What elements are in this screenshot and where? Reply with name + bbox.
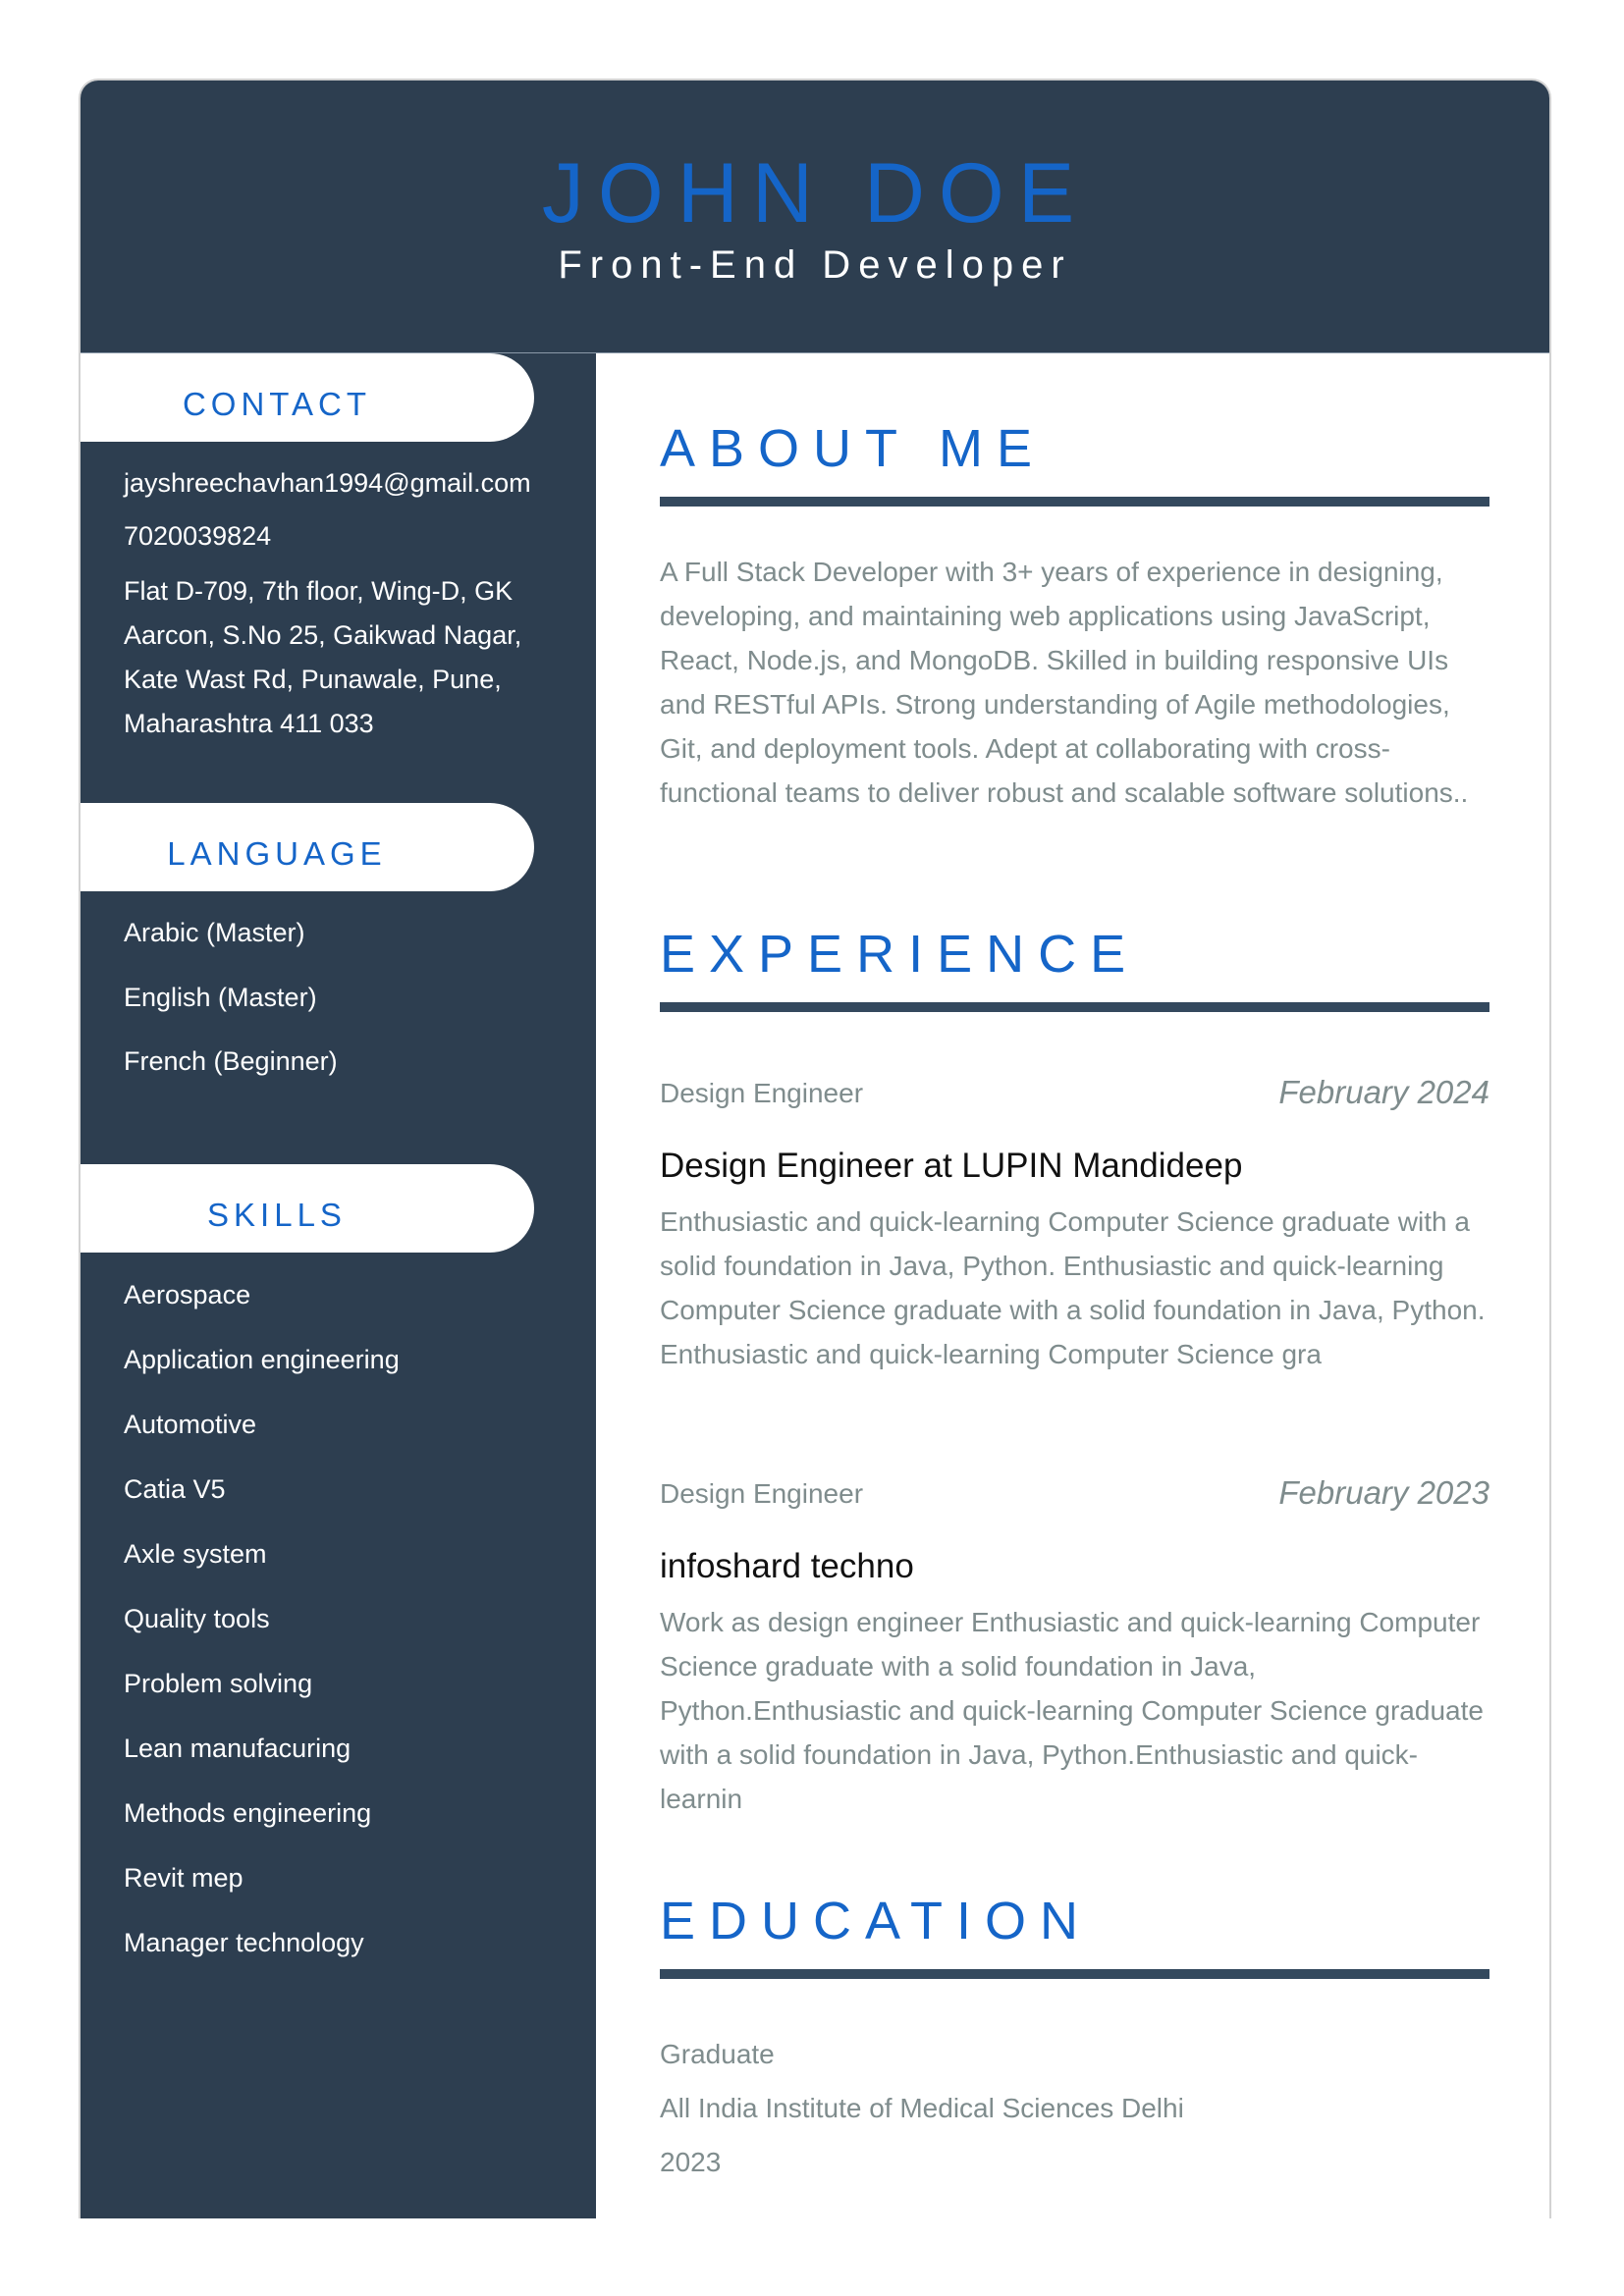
language-item: English (Master)	[124, 983, 317, 1012]
contact-address-line: Aarcon, S.No 25, Gaikwad Nagar,	[124, 620, 522, 650]
experience-date: February 2023	[1278, 1474, 1489, 1511]
experience-company: Design Engineer at LUPIN Mandideep	[660, 1147, 1243, 1185]
contact-heading-pill	[81, 353, 534, 442]
experience-role: Design Engineer	[660, 1478, 864, 1509]
skill-item: Manager technology	[124, 1928, 364, 1957]
language-heading-pill	[81, 803, 534, 891]
contact-address-line: Maharashtra 411 033	[124, 709, 374, 738]
skill-item: Catia V5	[124, 1474, 226, 1504]
contact-email[interactable]: jayshreechavhan1994@gmail.com	[124, 468, 531, 498]
experience-date: February 2024	[1278, 1074, 1489, 1110]
contact-address-line: Kate Wast Rd, Punawale, Pune,	[124, 665, 502, 694]
skill-item: Aerospace	[124, 1280, 251, 1309]
skill-item: Revit mep	[124, 1863, 244, 1893]
education-year: 2023	[660, 2147, 722, 2177]
skill-item: Application engineering	[124, 1345, 400, 1374]
contact-address-line: Flat D-709, 7th floor, Wing-D, GK	[124, 576, 514, 606]
skill-item: Lean manufacuring	[124, 1734, 352, 1763]
experience-description: Work as design engineer Enthusiastic and quick-learning Computer Science graduate with a solid foundation in Java, Python.Enthusiastic and quick-learning Computer Science graduate with a solid foundation in Java, Python.Enthusiastic and quick-learnin	[660, 1607, 1484, 1814]
language-item: French (Beginner)	[124, 1046, 338, 1076]
skill-item: Axle system	[124, 1539, 267, 1569]
experience-heading: EXPERIENCE	[660, 925, 1140, 984]
experience-divider	[660, 1002, 1489, 1012]
education-institution: All India Institute of Medical Sciences Delhi	[660, 2093, 1184, 2123]
contact-phone[interactable]: 7020039824	[124, 521, 272, 551]
education-heading: EDUCATION	[660, 1892, 1093, 1950]
experience-company: infoshard techno	[660, 1547, 914, 1585]
skill-item: Quality tools	[124, 1604, 270, 1633]
about-divider	[660, 497, 1489, 507]
skills-heading-pill	[81, 1164, 534, 1253]
skill-item: Automotive	[124, 1410, 257, 1439]
skill-item: Problem solving	[124, 1669, 313, 1698]
about-text: A Full Stack Developer with 3+ years of experience in designing, developing, and maintaining web applications using JavaScript, React, Node.js, and MongoDB. Skilled in building responsive UIs and RESTful APIs. Strong understanding of Agile methodologies, Git, and deployment tools. Adept at collaborating with cross-functional teams to deliver robust and scalable software solutions..	[660, 557, 1469, 808]
language-heading: LANGUAGE	[167, 835, 387, 872]
about-heading: ABOUT ME	[660, 419, 1047, 478]
sidebar	[81, 353, 596, 2218]
education-divider	[660, 1969, 1489, 1979]
candidate-name: JOHN DOE	[541, 146, 1089, 240]
skills-heading: SKILLS	[207, 1197, 347, 1233]
skill-item: Methods engineering	[124, 1798, 372, 1828]
education-degree: Graduate	[660, 2039, 775, 2069]
resume-page	[79, 79, 1551, 2218]
resume-header	[81, 80, 1549, 353]
experience-description: Enthusiastic and quick-learning Computer Science graduate with a solid foundation in Java, Python. Enthusiastic and quick-learning Computer Science graduate with a solid foundation in Java, Python. Enthusiastic and quick-learning Computer Science gra	[660, 1206, 1486, 1369]
candidate-title: Front-End Developer	[558, 243, 1072, 287]
experience-role: Design Engineer	[660, 1078, 864, 1108]
contact-heading: CONTACT	[182, 386, 372, 422]
language-item: Arabic (Master)	[124, 918, 305, 947]
